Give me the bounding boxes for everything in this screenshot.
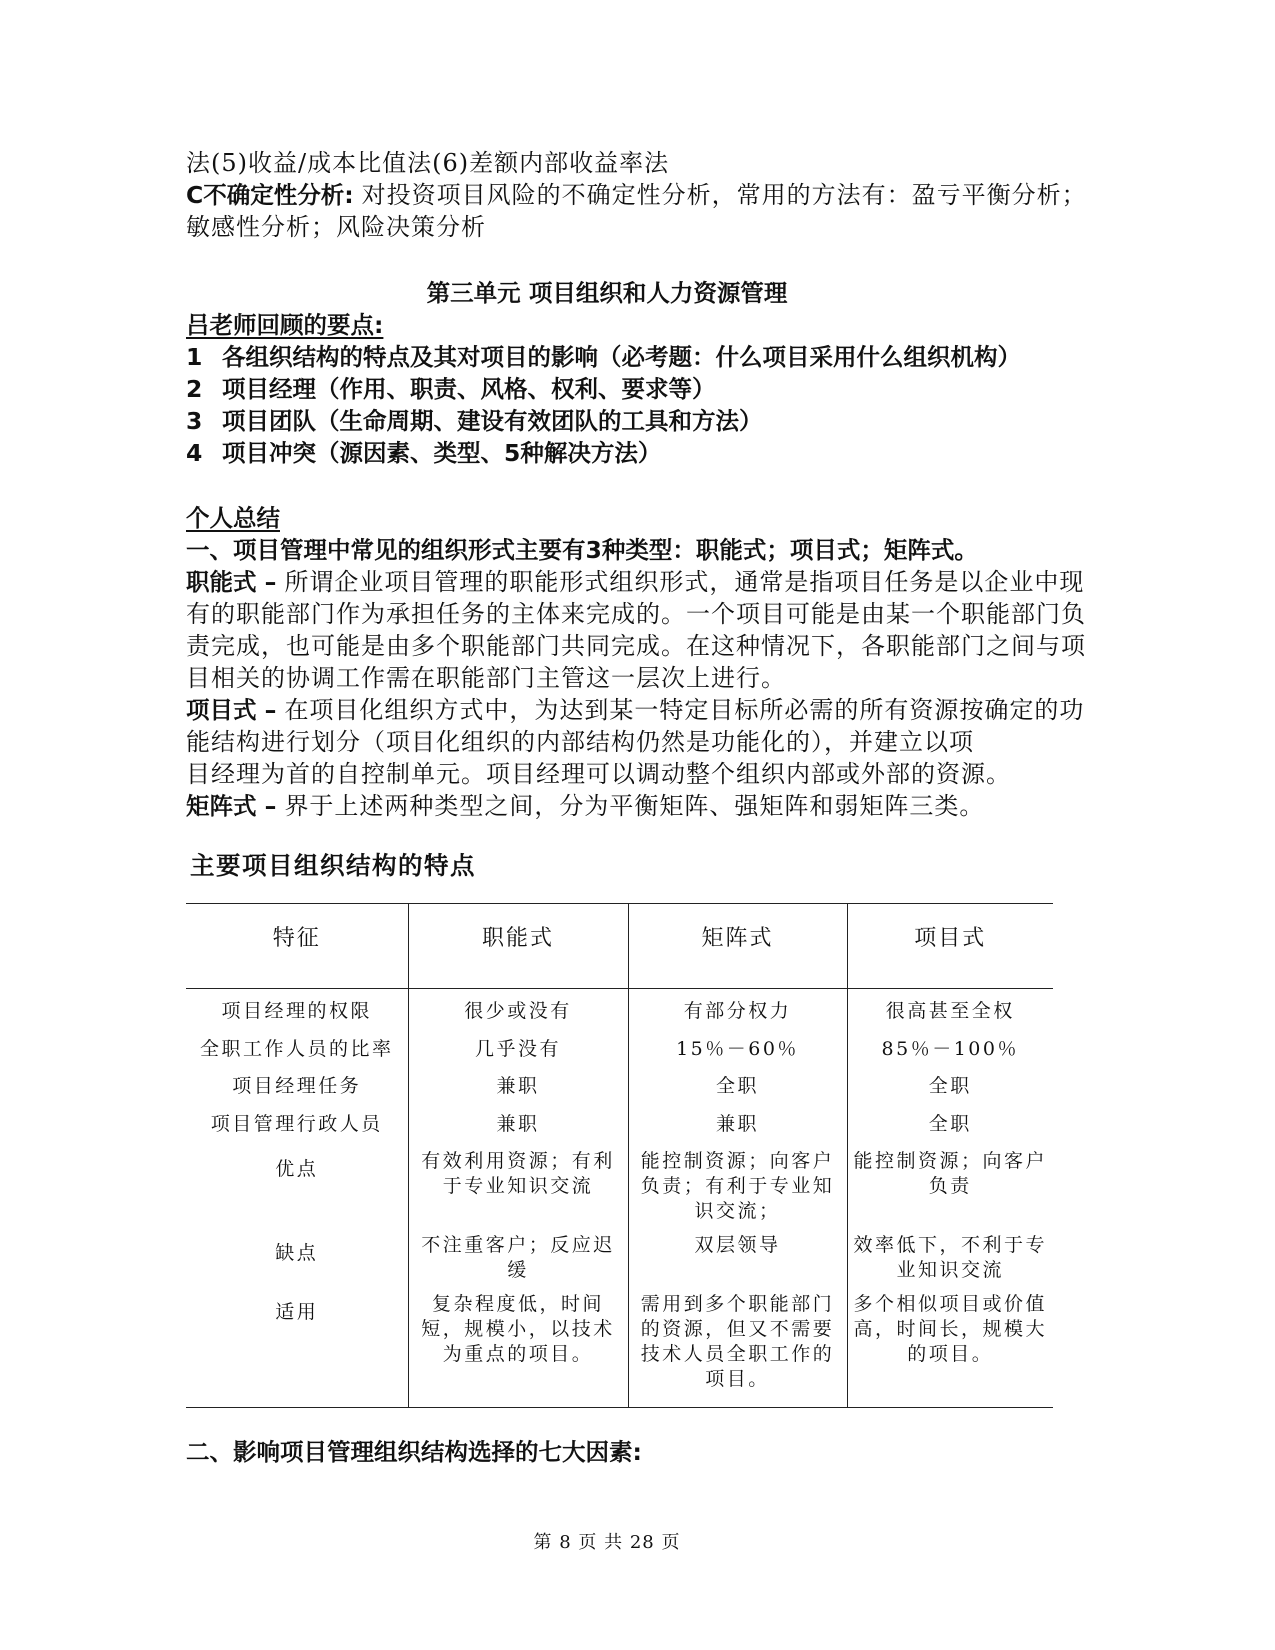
table-cell: 兼职 — [408, 1068, 628, 1106]
table-cell: 能控制资源；向客户负责 — [847, 1143, 1053, 1227]
table-cell: 全职 — [847, 1068, 1053, 1106]
review-section — [186, 309, 1021, 469]
intro-section — [186, 147, 1087, 243]
table-row-label: 项目经理的权限 — [221, 1000, 372, 1022]
table-header-cell: 职能式 — [408, 904, 628, 989]
projectized-text: 在项目化组织方式中，为达到某一特定目标所必需的所有资源按确定的功 — [284, 696, 1085, 724]
summary-point-1: 一、项目管理中常见的组织形式主要有3种类型：职能式；项目式；矩阵式。 — [186, 536, 978, 564]
table-row — [186, 1227, 1053, 1286]
intro-line — [186, 147, 1087, 179]
uncertainty-label: C不确定性分析: — [186, 181, 354, 209]
review-item-text: 项目团队（生命周期、建设有效团队的工具和方法） — [222, 407, 763, 435]
functional-line — [186, 566, 1086, 598]
intro-line-text: 敏感性分析；风险决策分析 — [186, 213, 486, 241]
review-item — [186, 341, 1021, 373]
table-cell: 全职 — [628, 1068, 847, 1106]
table-cell: 15％－60％ — [628, 1031, 847, 1069]
table-cell: 很少或没有 — [408, 989, 628, 1031]
review-heading-line — [186, 309, 1021, 341]
table-row-label: 缺点 — [275, 1241, 319, 1264]
table-cell: 不注重客户；反应迟缓 — [408, 1227, 628, 1286]
table-cell: 多个相似项目或价值高，时间长，规模大的项目。 — [847, 1286, 1053, 1408]
matrix-label: 矩阵式 – — [186, 792, 277, 820]
uncertainty-text: 对投资项目风险的不确定性分析，常用的方法有：盈亏平衡分析； — [361, 181, 1087, 209]
table-cell: 几乎没有 — [408, 1031, 628, 1069]
table-cell: 复杂程度低，时间短，规模小，以技术为重点的项目。 — [408, 1286, 628, 1408]
uncertainty-line — [186, 179, 1087, 211]
table-header-cell: 矩阵式 — [628, 904, 847, 989]
functional-line: 有的职能部门作为承担任务的主体来完成的。一个项目可能是由某一个职能部门负 — [186, 600, 1086, 628]
table-cell: 有部分权力 — [628, 989, 847, 1031]
table-head — [186, 904, 1053, 989]
unit-title-block — [186, 277, 1028, 309]
table-cell: 85％－100％ — [847, 1031, 1053, 1069]
table-row — [186, 1031, 1053, 1069]
functional-label: 职能式 – — [186, 568, 277, 596]
functional-text: 所谓企业项目管理的职能形式组织形式，通常是指项目任务是以企业中现 — [284, 568, 1085, 596]
table-cell: 能控制资源；向客户负责；有利于专业知识交流； — [628, 1143, 847, 1227]
table-cell: 很高甚至全权 — [847, 989, 1053, 1031]
unit-title: 第三单元 项目组织和人力资源管理 — [426, 279, 788, 307]
review-item — [186, 405, 1021, 437]
projectized-label: 项目式 – — [186, 696, 277, 724]
table-title-block — [190, 850, 476, 882]
table-title: 主要项目组织结构的特点 — [190, 851, 476, 880]
review-item-number: 2 — [186, 375, 203, 403]
intro-line-text: 法(5)收益/成本比值法(6)差额内部收益率法 — [186, 149, 670, 177]
table-cell: 效率低下，不利于专业知识交流 — [847, 1227, 1053, 1286]
table-row — [186, 1286, 1053, 1408]
table-row-label: 项目经理任务 — [232, 1075, 362, 1097]
table-row-label: 优点 — [275, 1158, 319, 1180]
review-item-text: 各组织结构的特点及其对项目的影响（必考题：什么项目采用什么组织机构） — [222, 343, 1021, 371]
projectized-line: 目经理为首的自控制单元。项目经理可以调动整个组织内部或外部的资源。 — [186, 760, 1011, 788]
table-row — [186, 1068, 1053, 1106]
point2-heading: 二、影响项目管理组织结构选择的七大因素: — [186, 1438, 642, 1466]
functional-line: 责完成，也可能是由多个职能部门共同完成。在这种情况下，各职能部门之间与项 — [186, 632, 1086, 660]
table-cell: 兼职 — [628, 1106, 847, 1144]
projectized-line: 能结构进行划分（项目化组织的内部结构仍然是功能化的），并建立以项 — [186, 728, 974, 756]
review-item-number: 4 — [186, 439, 203, 467]
summary-heading-line — [186, 502, 1086, 534]
page-number: 第 8 页 共 28 页 — [533, 1532, 681, 1553]
projectized-line — [186, 694, 1086, 726]
point2-section — [186, 1436, 642, 1468]
table-row-label: 适用 — [275, 1300, 319, 1323]
table-cell: 有效利用资源；有利于专业知识交流 — [408, 1143, 628, 1227]
review-item-text: 项目经理（作用、职责、风格、权利、要求等） — [222, 375, 716, 403]
table-cell: 兼职 — [408, 1106, 628, 1144]
summary-heading: 个人总结 — [186, 504, 280, 532]
org-structure-table — [186, 903, 1053, 1408]
table-header-row — [186, 904, 1053, 989]
review-heading: 吕老师回顾的要点: — [186, 311, 384, 339]
functional-line: 目相关的协调工作需在职能部门主管这一层次上进行。 — [186, 664, 786, 692]
review-item-text: 项目冲突（源因素、类型、5种解决方法） — [222, 439, 662, 467]
table-cell: 需用到多个职能部门的资源，但又不需要技术人员全职工作的项目。 — [628, 1286, 847, 1408]
table-row-label: 项目管理行政人员 — [210, 1112, 383, 1135]
table-header-cell: 项目式 — [847, 904, 1053, 989]
table-body — [186, 989, 1053, 1408]
summary-section — [186, 502, 1086, 822]
table-cell: 全职 — [847, 1106, 1053, 1144]
review-item — [186, 373, 1021, 405]
table-cell: 双层领导 — [628, 1227, 847, 1286]
table-row — [186, 1106, 1053, 1144]
table-row-label: 全职工作人员的比率 — [199, 1037, 394, 1060]
review-item-number: 3 — [186, 407, 203, 435]
intro-line — [186, 211, 1087, 243]
review-item-number: 1 — [186, 343, 203, 371]
page-footer — [186, 1530, 1028, 1556]
table-row — [186, 1143, 1053, 1227]
table-row — [186, 989, 1053, 1031]
matrix-text: 界于上述两种类型之间，分为平衡矩阵、强矩阵和弱矩阵三类。 — [284, 792, 985, 820]
matrix-line — [186, 790, 1086, 822]
review-item — [186, 437, 1021, 469]
table-header-cell: 特征 — [186, 904, 408, 989]
